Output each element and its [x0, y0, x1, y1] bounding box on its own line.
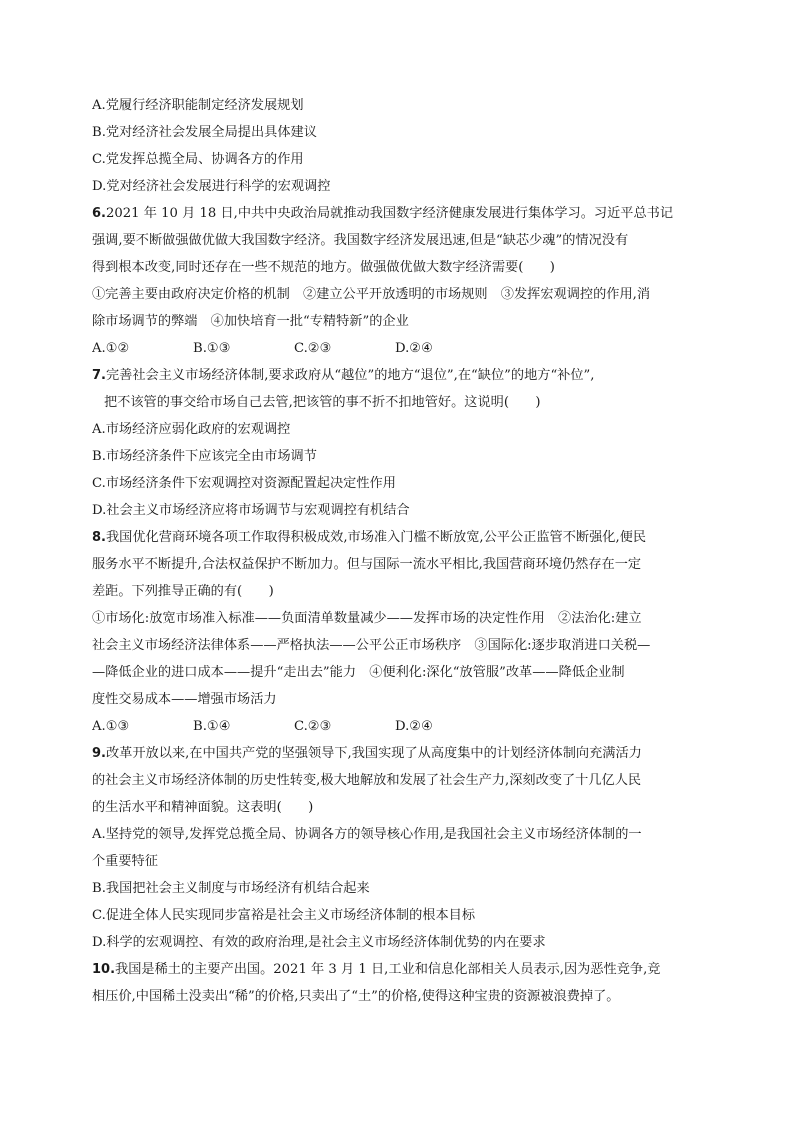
choice-row [92, 713, 704, 740]
choice-row [92, 335, 704, 362]
choice-d: D.②④ [395, 341, 433, 356]
question-9 [92, 740, 704, 956]
option-d: D.社会主义市场经济应将市场调节与宏观调控有机结合 [92, 503, 410, 518]
option-b: B.市场经济条件下应该完全由市场调节 [92, 449, 317, 464]
choice-a: A.①③ [92, 719, 130, 734]
choice-b: B.①③ [193, 341, 231, 356]
option-c: C.市场经济条件下宏观调控对资源配置起决定性作用 [92, 476, 396, 491]
option-a: A.市场经济应弱化政府的宏观调控 [92, 422, 291, 437]
option-c: C.党发挥总揽全局、协调各方的作用 [92, 152, 304, 167]
statement-list: ①市场化:放宽市场准入标准——负面清单数量减少——发挥市场的决定性作用 ②法治化:建立 [92, 611, 642, 626]
question-stem: 的生活水平和精神面貌。这表明( ) [92, 800, 314, 815]
option-d: D.党对经济社会发展进行科学的宏观调控 [92, 179, 331, 194]
statement-list: ①完善主要由政府决定价格的机制 ②建立公平开放透明的市场规则 ③发挥宏观调控的作用,消 [92, 287, 651, 302]
option-a: A.党履行经济职能制定经济发展规划 [92, 98, 304, 113]
question-stem: 的社会主义市场经济体制的历史性转变,极大地解放和发展了社会生产力,深刻改变了十几亿人民 [92, 773, 642, 788]
question-stem: 服务水平不断提升,合法权益保护不断加力。但与国际一流水平相比,我国营商环境仍然存在一定 [92, 557, 642, 572]
question-stem: 强调,要不断做强做优做大我国数字经济。我国数字经济发展迅速,但是“缺芯少魂”的情况没有 [92, 233, 629, 248]
choice-a: A.①② [92, 341, 130, 356]
question-stem: 差距。下列推导正确的有( ) [92, 584, 274, 599]
question-stem: 我国是稀土的主要产出国。2021 年 3 月 1 日,工业和信息化部相关人员表示,因为恶性竞争,竞 [115, 962, 661, 977]
choice-d: D.②④ [395, 719, 433, 734]
statement-list: 除市场调节的弊端 ④加快培育一批“专精特新”的企业 [92, 314, 409, 329]
statement-list: 社会主义市场经济法律体系——严格执法——公平公正市场秩序 ③国际化:逐步取消进口关税— [92, 638, 651, 653]
question-7 [92, 362, 704, 524]
exam-page [92, 92, 704, 1010]
question-stem: 相压价,中国稀土没卖出“稀”的价格,只卖出了“土”的价格,使得这种宝贵的资源被浪费掉了。 [92, 989, 620, 1004]
question-number: 8. [92, 530, 106, 545]
option-d: D.科学的宏观调控、有效的政府治理,是社会主义市场经济体制优势的内在要求 [92, 935, 546, 950]
question-number: 10. [92, 962, 116, 977]
question-number: 6. [92, 206, 106, 221]
option-b: B.党对经济社会发展全局提出具体建议 [92, 125, 317, 140]
question-10 [92, 956, 704, 1010]
question-stem: 改革开放以来,在中国共产党的坚强领导下,我国实现了从高度集中的计划经济体制向充满活力 [105, 746, 642, 761]
choice-b: B.①④ [193, 719, 231, 734]
choice-c: C.②③ [294, 719, 332, 734]
question-stem: 2021 年 10 月 18 日,中共中央政治局就推动我国数字经济健康发展进行集体学习。习近平总书记 [105, 206, 674, 221]
question-stem: 完善社会主义市场经济体制,要求政府从“越位”的地方“退位”,在“缺位”的地方“补位”, [105, 368, 595, 383]
option-b: B.我国把社会主义制度与市场经济有机结合起来 [92, 881, 370, 896]
question-stem: 得到根本改变,同时还存在一些不规范的地方。做强做优做大数字经济需要( ) [92, 260, 555, 275]
statement-list: 度性交易成本——增强市场活力 [92, 692, 277, 707]
option-a: A.坚持党的领导,发挥党总揽全局、协调各方的领导核心作用,是我国社会主义市场经济体制的一 [92, 827, 642, 842]
option-a-continued: 个重要特征 [92, 854, 158, 869]
question-number: 7. [92, 368, 106, 383]
question-6 [92, 200, 704, 362]
q5-options [92, 92, 704, 200]
choice-c: C.②③ [294, 341, 332, 356]
question-stem: 把不该管的事交给市场自己去管,把该管的事不折不扣地管好。这说明( ) [104, 395, 541, 410]
question-8 [92, 524, 704, 740]
statement-list: —降低企业的进口成本——提升“走出去”能力 ④便利化:深化“放管服”改革——降低企业制 [92, 665, 625, 680]
question-stem: 我国优化营商环境各项工作取得积极成效,市场准入门槛不断放宽,公平公正监管不断强化,便民 [105, 530, 647, 545]
option-c: C.促进全体人民实现同步富裕是社会主义市场经济体制的根本目标 [92, 908, 476, 923]
question-number: 9. [92, 746, 106, 761]
